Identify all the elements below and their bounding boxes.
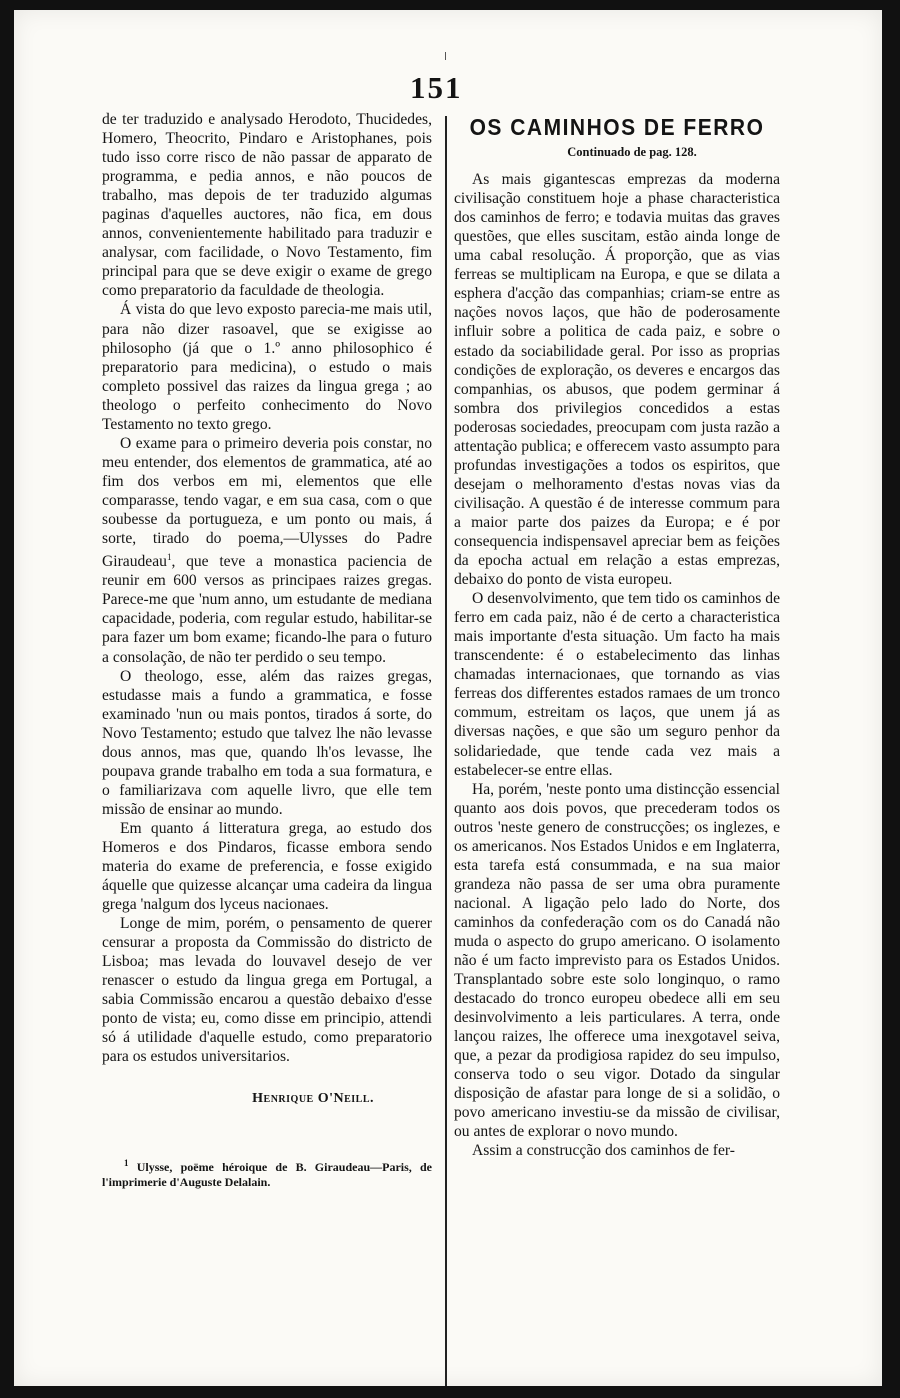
article-paragraph: Ha, porém, 'neste ponto uma distincção essencial quanto aos dois povos, que precederam todos os outros 'neste genero de construcções; os inglezes, e os americanos. Nos Estados Unidos e em Inglaterra, esta tarefa está consummada, e na sua maior grandeza não passa de ser uma obra puramente nacional. A ligação pelo lado do Norte, dos caminhos da confederação com os do Canadá não muda o aspecto do grupo americano. O isolamento não é um facto imprevisto para os Estados Unidos. Transplantado sobre este solo longinquo, o ramo destacado do tronco europeu obedece alli em seu desinvolvimento a leis particulares. A terra, onde lançou raizes, lhe offerece uma inexgotavel seiva, que, a pezar da prodigiosa rapidez do seu impulso, conserva todo o seu vigor. Dotado da singular disposição de afastar para longe de si a solidão, o povo americano investiu-se da missão de civilisar, ou antes de explorar o novo mundo. <box>454 780 780 1141</box>
column-divider <box>445 116 447 1386</box>
newspaper-page <box>14 10 882 1386</box>
article-paragraph: Assim a construcção dos caminhos de fer- <box>472 1142 735 1160</box>
article-paragraph: Em quanto á litteratura grega, ao estudo dos Homeros e dos Pindaros, ficasse embora sendo materia do exame de preferencia, e fosse exigido áquelle que quizesse alcançar uma cadeira da lingua grega 'nalgum dos lyceus nacionaes. <box>102 819 432 914</box>
right-column <box>454 110 780 1161</box>
footnote-text: Ulysse, poëme héroique de B. Giraudeau—Paris, de l'imprimerie d'Auguste Delalain. <box>102 1159 432 1190</box>
page-number: 151 <box>410 70 463 105</box>
article-paragraph <box>102 434 432 667</box>
left-column <box>102 110 432 1191</box>
article-title: OS CAMINHOS DE FERRO <box>469 114 765 141</box>
footnote-reference: 1 <box>166 552 172 563</box>
article-paragraph: As mais gigantescas emprezas da moderna civilisação constituem hoje a phase characteristica dos caminhos de ferro; e todavia muitas das graves questões, que elles suscitam, estão ainda longe de uma cabal resolução. Á proporção, que as vias ferreas se multiplicam na Europa, e que se dilata a esphera d'acção das companhias; criam-se entre as nações novos laços, que hão de poderosamente influir sobre a politica de cada paiz, e sobre o estado da sociabilidade geral. Por isso as proprias condições de exploração, os deveres e encargos das companhias, os abusos, que podem germinar á sombra dos privilegios concedidos a estas poderosas sociedades, preocupam com justa razão a attentação publica; e offerecem vasto assumpto para profundas investigações a todos os espiritos, que desejam o melhoramento d'estas novas vias da civilisação. A questão é de interesse commum para a maior parte dos paizes da Europa; e é por consequencia indispensavel apreciar bem as feições da epocha actual em relação a estas emprezas, debaixo do ponto de vista europeu. <box>454 171 780 589</box>
author-signature: Henrique O'Neill. <box>252 1090 374 1106</box>
article-paragraph: O desenvolvimento, que tem tido os caminhos de ferro em cada paiz, não é de certo a characteristica mais importante d'esta situação. Um facto ha mais transcendente: é o estabelecimento das linhas chamadas internacionaes, que tornando as vias ferreas dos differentes estados ramaes de um tronco commum, estreitam os laços, que unem já as diversas nações, e que são um seguro penhor da solidariedade, que tende cada vez mais a estabelecer-se entre ellas. <box>454 590 780 779</box>
paragraph-text: , que teve a monastica paciencia de reunir em 600 versos as principaes raizes gregas. Parece-me que 'num anno, um estudante de mediana capacidade, poderia, com regular estudo, habilitar-se para fazer um bom exame; ficando-lhe para o futuro a consolação, de não ter perdido o seu tempo. <box>102 553 432 666</box>
footnote <box>102 1156 432 1191</box>
continued-note: Continuado de pag. 128. <box>567 145 697 160</box>
footnote-mark: 1 <box>124 1157 129 1168</box>
article-paragraph: de ter traduzido e analysado Herodoto, Thucidedes, Homero, Theocrito, Pindaro e Aristophanes, pois tudo isso corre risco de não passar de apparato de programma, e pedia annos, e não poucos de trabalho, mas depois de ter traduzido algumas paginas d'aquelles auctores, não fica, em dous annos, convenientemente habilitado para traduzir e analysar, com facilidade, o Novo Testamento, fim principal para que se deve exigir o exame de grego como preparatorio da faculdade de theologia. <box>102 111 432 300</box>
paragraph-text: O exame para o primeiro deveria pois constar, no meu entender, dos elementos de grammatica, até ao fim dos verbos em mi, elementos que elle comparasse, tendo vagar, e em sua casa, com o que soubesse da portugueza, e um ponto ou mais, á sorte, tirado do poema,—Ulysses do Padre Giraudeau <box>102 434 432 571</box>
article-paragraph: Longe de mim, porém, o pensamento de querer censurar a proposta da Commissão do districto de Lisboa; mas levada do louvavel desejo de ver renascer o estudo da lingua grega em Portugal, a sabia Commissão encarou a questão debaixo d'esse ponto de vista; eu, como disse em principio, attendi só á utilidade d'aquelle estudo, como preparatorio para os estudos universitarios. <box>102 915 432 1066</box>
column-divider-top <box>445 52 446 60</box>
article-paragraph: O theologo, esse, além das raizes gregas, estudasse mais a fundo a grammatica, e fosse examinado 'nun ou mais pontos, tirados á sorte, do Novo Testamento; estudo que talvez lhe não levasse dous annos, mas que, quando lh'os levasse, lhe poupava grande trabalho em toda a sua formatura, e o familiarizava com aquelle livro, que elle tem missão de ensinar ao mundo. <box>102 667 432 818</box>
article-paragraph: Á vista do que levo exposto parecia-me mais util, para não dizer rasoavel, que se exigisse ao philosopho (já que o 1.º anno philosophico é preparatorio para medicina), o estudo o mais completo possivel das raizes da lingua grega ; ao theologo o perfeito conhecimento do Novo Testamento no texto grego. <box>102 301 432 433</box>
